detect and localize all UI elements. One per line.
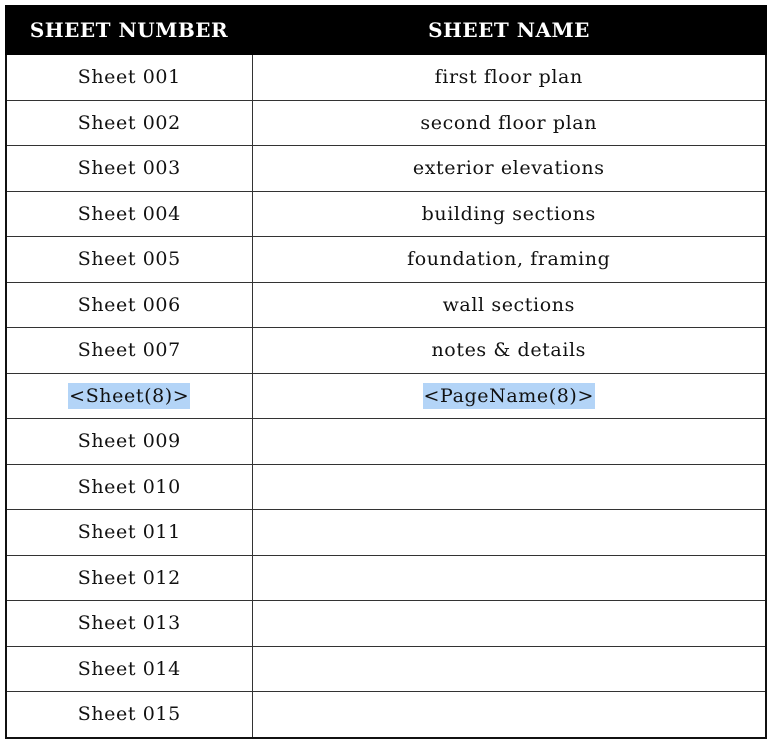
sheet-number-cell[interactable]	[6, 555, 252, 601]
sheet-number-cell[interactable]	[6, 419, 252, 465]
table-row[interactable]	[6, 692, 766, 738]
table-row[interactable]	[6, 237, 766, 283]
sheet-name-text: notes & details	[431, 339, 587, 362]
sheet-name-text: wall sections	[442, 293, 575, 316]
sheet-number-cell[interactable]	[6, 146, 252, 192]
table-row[interactable]	[6, 646, 766, 692]
sheet-name-text: building sections	[421, 202, 596, 225]
table-row[interactable]	[6, 100, 766, 146]
table-row[interactable]	[6, 555, 766, 601]
sheet-name-header: SHEET NAME	[252, 6, 766, 54]
table-row[interactable]	[6, 464, 766, 510]
sheet-number-cell[interactable]	[6, 646, 252, 692]
sheet-name-cell[interactable]	[252, 692, 766, 738]
table-row[interactable]	[6, 146, 766, 192]
sheet-number-cell[interactable]	[6, 282, 252, 328]
sheet-number-text: Sheet 005	[77, 248, 181, 271]
sheet-name-cell[interactable]	[252, 601, 766, 647]
sheet-index-table	[5, 5, 767, 739]
table-row[interactable]	[6, 601, 766, 647]
header-row	[6, 6, 766, 54]
sheet-number-cell[interactable]	[6, 100, 252, 146]
sheet-number-cell[interactable]	[6, 328, 252, 374]
sheet-number-text: Sheet 002	[77, 111, 181, 134]
table-row[interactable]	[6, 282, 766, 328]
sheet-number-text: Sheet 011	[77, 521, 181, 544]
sheet-name-text: first floor plan	[434, 66, 583, 89]
sheet-number-text: Sheet 012	[77, 566, 181, 589]
sheet-number-text: Sheet 004	[77, 202, 181, 225]
sheet-number-text: Sheet 014	[77, 657, 181, 680]
sheet-number-text: Sheet 006	[77, 293, 181, 316]
sheet-number-text: Sheet 015	[77, 703, 181, 726]
sheet-name-cell[interactable]	[252, 100, 766, 146]
sheet-number-cell[interactable]	[6, 237, 252, 283]
sheet-number-text: Sheet 001	[77, 66, 181, 89]
table-row[interactable]	[6, 191, 766, 237]
sheet-name-text: foundation, framing	[407, 248, 611, 271]
table-row[interactable]	[6, 54, 766, 100]
sheet-name-cell[interactable]	[252, 464, 766, 510]
sheet-name-text: <PageName(8)>	[423, 384, 594, 407]
sheet-number-text: Sheet 013	[77, 612, 181, 635]
sheet-number-text: Sheet 007	[77, 339, 181, 362]
sheet-number-text: Sheet 003	[77, 157, 181, 180]
sheet-number-text: Sheet 009	[77, 430, 181, 453]
sheet-number-header: SHEET NUMBER	[6, 6, 252, 54]
sheet-name-cell[interactable]	[252, 510, 766, 556]
sheet-number-cell[interactable]	[6, 692, 252, 738]
sheet-number-cell[interactable]	[6, 54, 252, 100]
sheet-number-cell[interactable]	[6, 464, 252, 510]
sheet-number-cell[interactable]	[6, 510, 252, 556]
sheet-name-text: second floor plan	[420, 111, 598, 134]
table-row[interactable]	[6, 373, 766, 419]
sheet-number-cell[interactable]	[6, 373, 252, 419]
sheet-number-cell[interactable]	[6, 601, 252, 647]
sheet-name-cell[interactable]	[252, 146, 766, 192]
table-row[interactable]	[6, 419, 766, 465]
sheet-name-cell[interactable]	[252, 282, 766, 328]
table-header	[6, 6, 766, 54]
sheet-name-cell[interactable]	[252, 54, 766, 100]
sheet-name-cell[interactable]	[252, 191, 766, 237]
sheet-number-cell[interactable]	[6, 191, 252, 237]
sheet-name-cell[interactable]	[252, 419, 766, 465]
table-row[interactable]	[6, 328, 766, 374]
sheet-name-cell[interactable]	[252, 328, 766, 374]
sheet-number-text: <Sheet(8)>	[69, 384, 190, 407]
sheet-name-cell[interactable]	[252, 555, 766, 601]
sheet-name-text: exterior elevations	[412, 157, 605, 180]
sheet-name-cell[interactable]	[252, 237, 766, 283]
table-row[interactable]	[6, 510, 766, 556]
table-body	[6, 54, 766, 738]
sheet-number-text: Sheet 010	[77, 475, 181, 498]
sheet-name-cell[interactable]	[252, 373, 766, 419]
sheet-name-cell[interactable]	[252, 646, 766, 692]
